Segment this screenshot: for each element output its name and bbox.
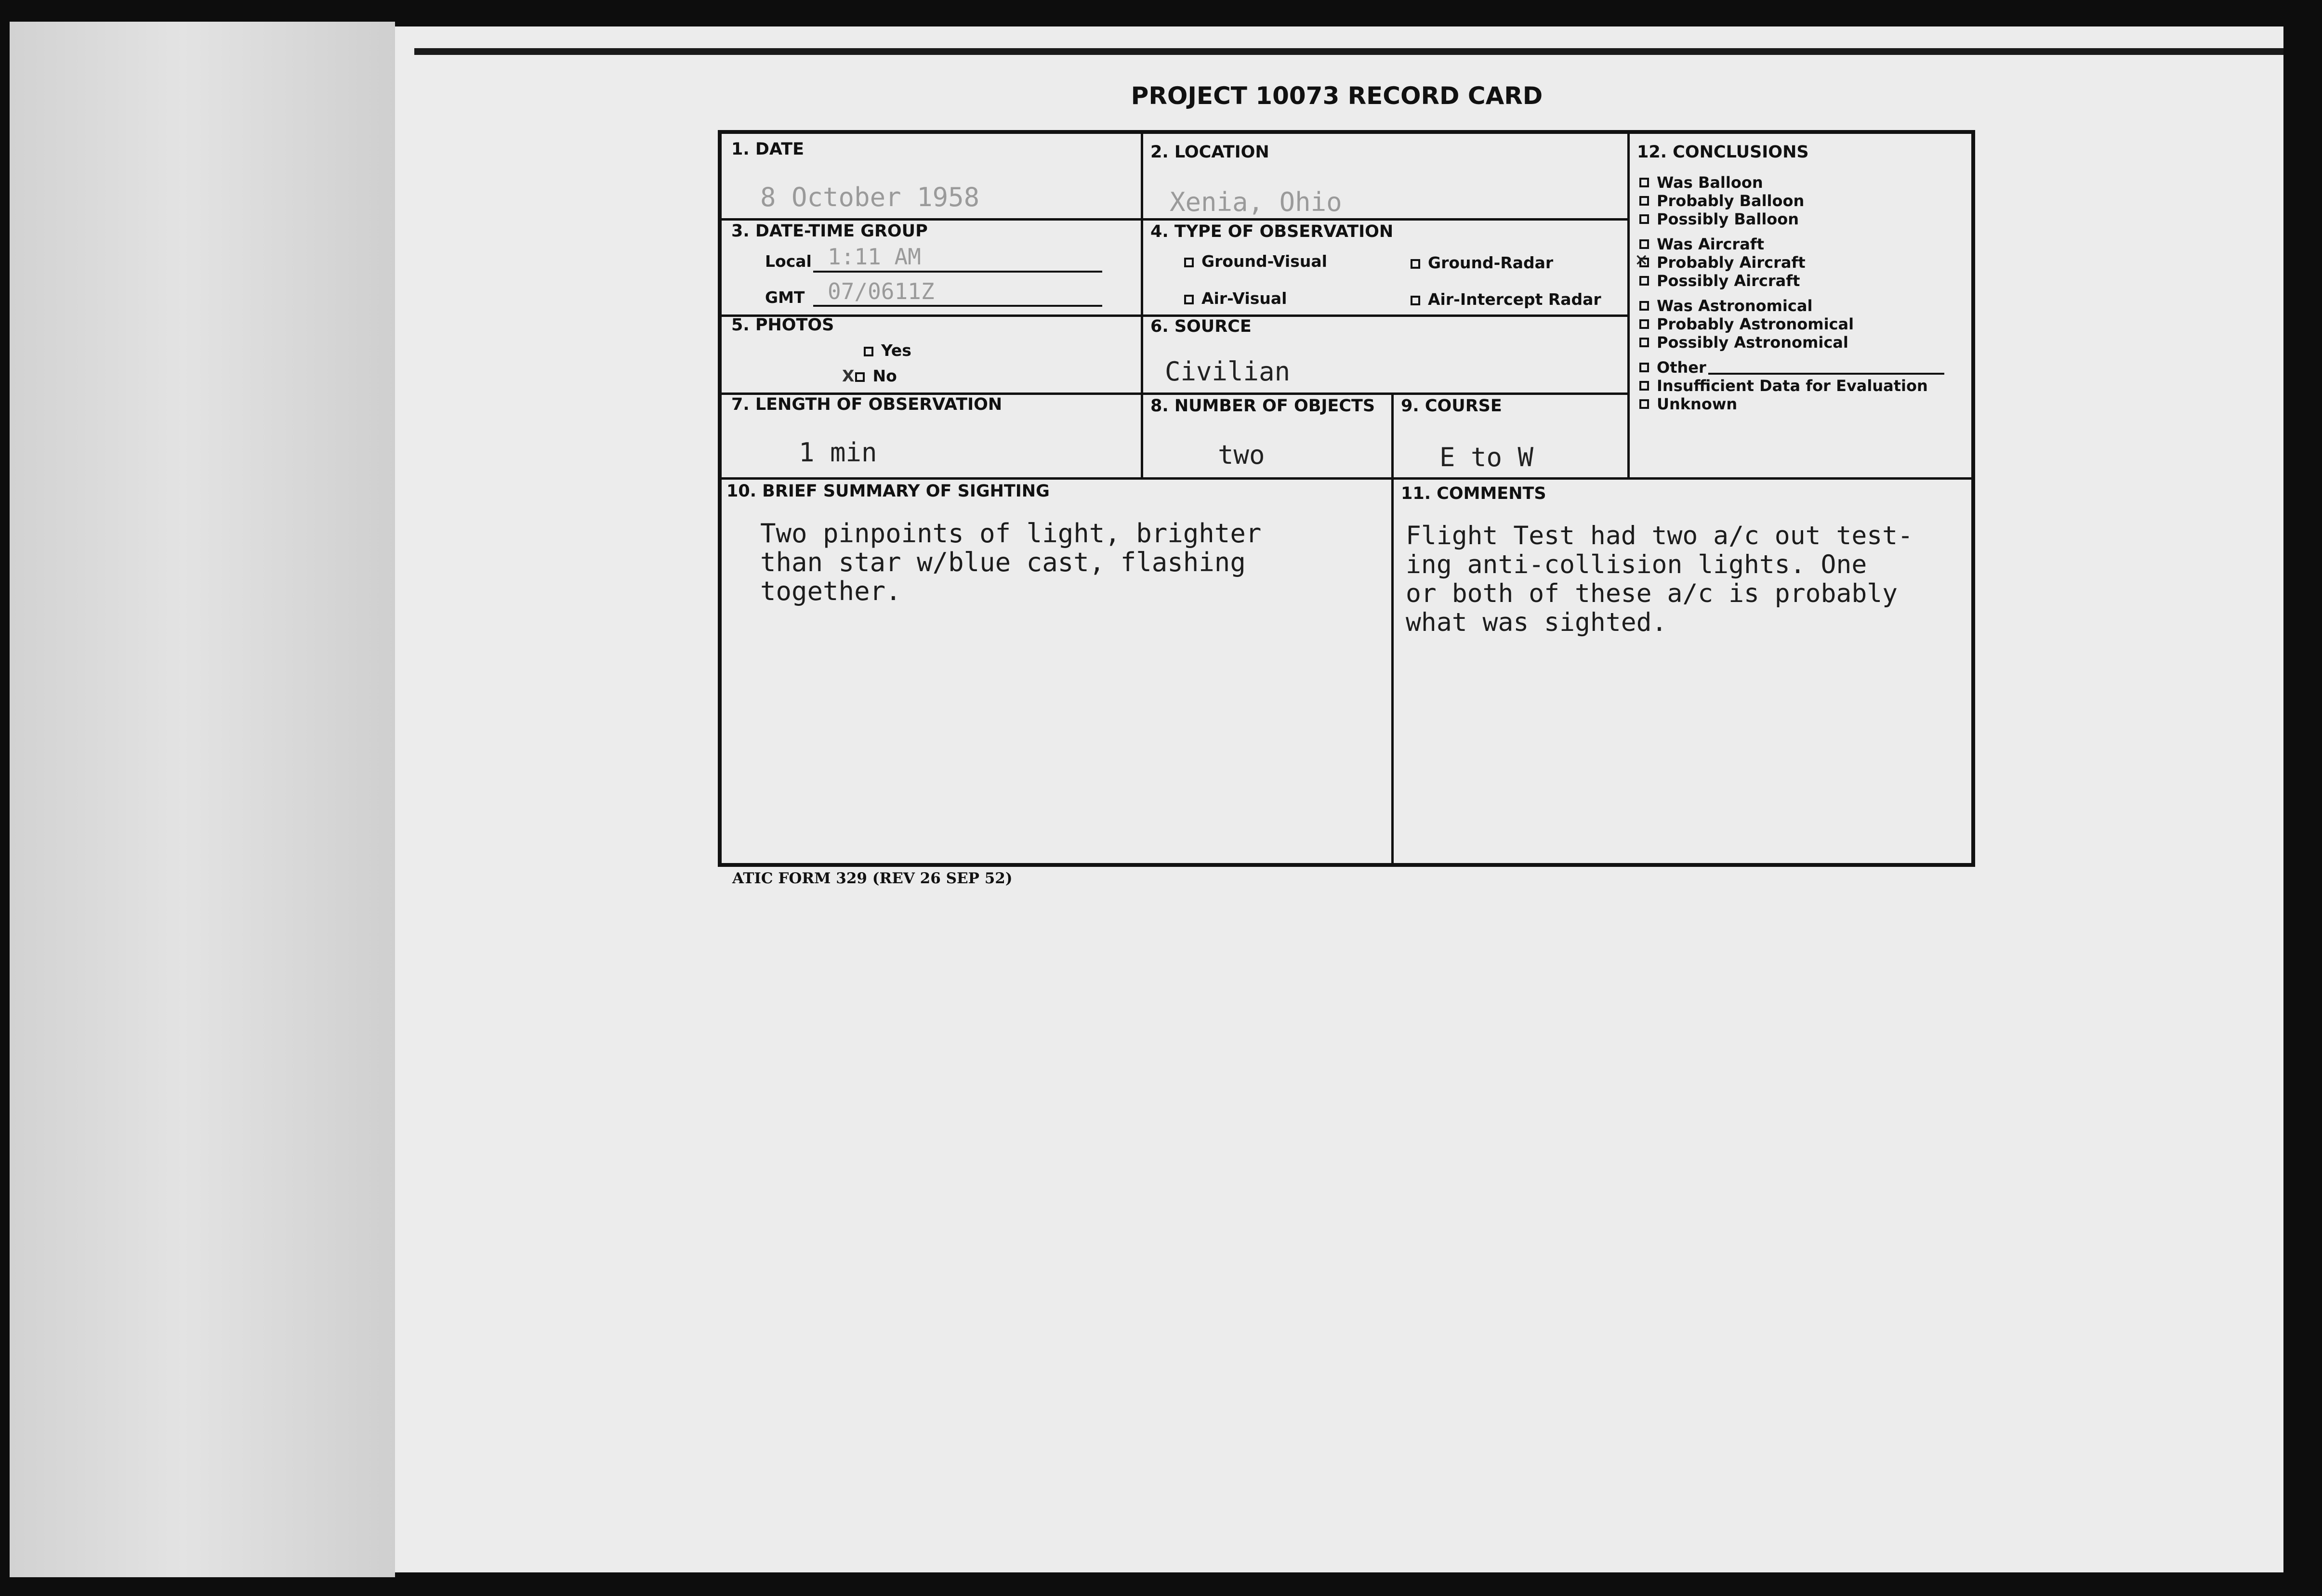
conclusion-item: Probably Astronomical xyxy=(1639,315,1944,333)
checkbox-icon xyxy=(1639,301,1649,311)
col-divider-1 xyxy=(1141,134,1143,477)
card-title: PROJECT 10073 RECORD CARD xyxy=(1131,82,1543,110)
air-intercept-radar-option: Air-Intercept Radar xyxy=(1411,290,1601,309)
photos-label: 5. PHOTOS xyxy=(731,315,834,335)
course-value: E to W xyxy=(1439,442,1534,472)
conclusion-item: Was Balloon xyxy=(1639,173,1944,192)
length-value: 1 min xyxy=(799,437,877,468)
local-underline xyxy=(813,271,1102,273)
course-label: 9. COURSE xyxy=(1401,396,1502,416)
comments-text: Flight Test had two a/c out test- ing anti-collision lights. One or both of these a/c is probably what was sighted. xyxy=(1406,521,1913,637)
checked-checkbox-icon xyxy=(1639,258,1649,267)
checkbox-icon xyxy=(1639,214,1649,224)
conclusion-item: Was Aircraft xyxy=(1639,235,1944,253)
conclusion-item: Insufficient Data for Evaluation xyxy=(1639,377,1944,395)
checkbox-icon xyxy=(1639,399,1649,409)
ground-visual-option: Ground-Visual xyxy=(1184,252,1327,271)
form-number-footer: ATIC FORM 329 (REV 26 SEP 52) xyxy=(732,870,1013,887)
checkbox-icon xyxy=(1639,381,1649,391)
checkbox-icon xyxy=(1639,196,1649,206)
col-divider-4 xyxy=(1391,477,1394,865)
number-of-objects-value: two xyxy=(1218,440,1265,470)
dtg-label: 3. DATE-TIME GROUP xyxy=(731,222,928,241)
row-divider-1 xyxy=(722,218,1627,221)
checkbox-icon xyxy=(1411,296,1420,305)
checkbox-icon xyxy=(1639,363,1649,372)
col-divider-3 xyxy=(1627,134,1630,477)
local-label: Local xyxy=(765,252,812,271)
source-value: Civilian xyxy=(1165,356,1291,387)
air-visual-option: Air-Visual xyxy=(1184,289,1287,308)
checkbox-icon xyxy=(855,372,865,382)
source-label: 6. SOURCE xyxy=(1150,317,1252,336)
summary-label: 10. BRIEF SUMMARY OF SIGHTING xyxy=(726,482,1050,501)
conclusion-item: Other xyxy=(1639,358,1944,377)
checkbox-icon xyxy=(1639,178,1649,187)
ground-radar-option: Ground-Radar xyxy=(1411,253,1553,272)
checkbox-icon xyxy=(1411,259,1420,269)
checkbox-icon xyxy=(1639,338,1649,347)
length-label: 7. LENGTH OF OBSERVATION xyxy=(731,395,1003,414)
conclusion-item: Probably Balloon xyxy=(1639,192,1944,210)
conclusion-item: Unknown xyxy=(1639,395,1944,413)
sheet-top-edge xyxy=(414,48,2283,55)
location-value: Xenia, Ohio xyxy=(1170,187,1342,217)
conclusions-list xyxy=(1639,173,1944,413)
location-label: 2. LOCATION xyxy=(1150,143,1269,162)
comments-label: 11. COMMENTS xyxy=(1401,484,1546,503)
other-underline xyxy=(1708,360,1944,375)
gmt-underline xyxy=(813,305,1102,307)
summary-text: Two pinpoints of light, brighter than star w/blue cast, flashing together. xyxy=(760,518,1262,606)
conclusion-item-checked: ✕ Probably Aircraft xyxy=(1639,253,1944,272)
date-label: 1. DATE xyxy=(731,140,805,159)
date-value: 8 October 1958 xyxy=(760,182,980,212)
conclusion-item: Possibly Astronomical xyxy=(1639,333,1944,352)
gmt-value: 07/0611Z xyxy=(828,278,935,304)
number-of-objects-label: 8. NUMBER OF OBJECTS xyxy=(1150,396,1375,416)
photos-yes-option: Yes xyxy=(864,341,911,360)
checkbox-icon xyxy=(1639,276,1649,286)
film-strip-margin xyxy=(10,22,395,1577)
col-divider-2 xyxy=(1391,392,1394,477)
local-value: 1:11 AM xyxy=(828,244,921,270)
conclusion-item: Possibly Balloon xyxy=(1639,210,1944,228)
checkbox-icon xyxy=(864,347,873,356)
checkbox-icon xyxy=(1639,319,1649,329)
record-card-form xyxy=(718,130,1975,867)
checkbox-icon xyxy=(1639,239,1649,249)
conclusions-label: 12. CONCLUSIONS xyxy=(1637,143,1809,162)
checkbox-icon xyxy=(1184,295,1194,304)
conclusion-item: Was Astronomical xyxy=(1639,297,1944,315)
photos-no-option: X No xyxy=(842,366,897,385)
row-divider-4 xyxy=(722,477,1974,480)
no-check-mark: X xyxy=(842,366,855,385)
checkbox-icon xyxy=(1184,258,1194,267)
gmt-label: GMT xyxy=(765,288,805,307)
conclusion-item: Possibly Aircraft xyxy=(1639,272,1944,290)
type-of-observation-label: 4. TYPE OF OBSERVATION xyxy=(1150,222,1394,241)
